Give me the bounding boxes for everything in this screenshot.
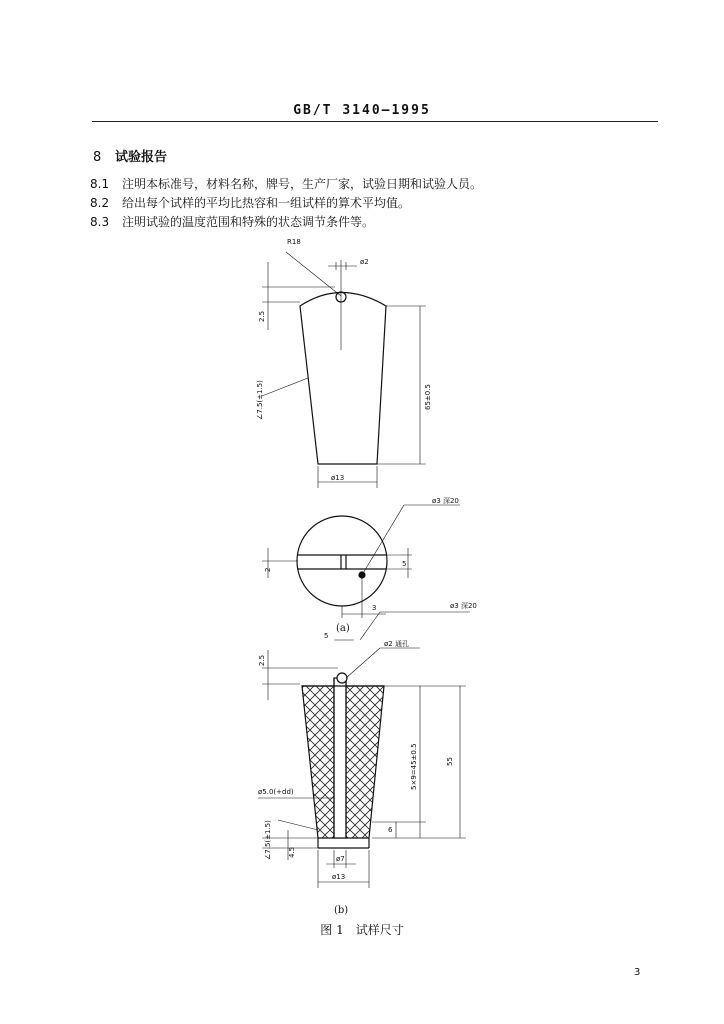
section-number: 8 [93, 150, 102, 165]
inner-dia-label: ø5.0(+dd) [258, 788, 294, 796]
width-label-b: 5 [324, 632, 329, 640]
offset-label: 3 [372, 604, 377, 612]
hole-depth-label-b: ø3 深20 [450, 602, 477, 610]
subfigure-label-b: (b) [334, 905, 349, 916]
page-number: 3 [634, 967, 641, 978]
section-title: 试验报告 [115, 150, 168, 165]
figure-caption [0, 921, 724, 938]
top-view [256, 238, 432, 488]
figure-title: 试样尺寸 [355, 923, 404, 937]
top-height-label: 2.5 [258, 310, 266, 322]
top-height-label-b: 2.5 [258, 654, 266, 666]
hole-dia-label: ø2 [360, 258, 369, 266]
item-text: 注明本标准号，材料名称，牌号，生产厂家，试验日期和试验人员。 [122, 177, 483, 191]
subfigure-label-a: (a) [336, 623, 350, 634]
through-hole-label: ø2 通孔 [384, 640, 409, 648]
small-dia-label: ø7 [336, 855, 345, 863]
item-number: 8.3 [90, 215, 110, 229]
gap-label: 2 [264, 567, 272, 572]
bottom-height-label: 4.5 [288, 846, 296, 858]
taper-label-b: ∠7.5(±1.5) [264, 820, 272, 860]
radius-label: R18 [287, 238, 301, 246]
base-dia-label-b: ø13 [332, 873, 346, 881]
taper-label: ∠7.5(±1.5) [256, 380, 264, 420]
item-number: 8.2 [90, 196, 110, 210]
base-dia-label: ø13 [331, 474, 345, 482]
length-label: 65±0.5 [424, 384, 432, 410]
item-text: 给出每个试样的平均比热容和一组试样的算术平均值。 [122, 196, 411, 210]
width-label-a: 5 [402, 560, 407, 568]
section-view-a [262, 497, 460, 618]
total-length-label: 55 [446, 757, 454, 766]
hole-depth-label-a: ø3 深20 [432, 497, 459, 505]
item-number: 8.1 [90, 177, 110, 191]
side-view-b [258, 602, 477, 888]
standard-code: GB/T 3140—1995 [293, 103, 431, 118]
step-label: 6 [388, 826, 393, 834]
item-text: 注明试验的温度范围和特殊的状态调节条件等。 [122, 215, 375, 229]
figure-number: 图 1 [320, 923, 344, 937]
pitch-label: 5×9=45±0.5 [410, 743, 418, 790]
